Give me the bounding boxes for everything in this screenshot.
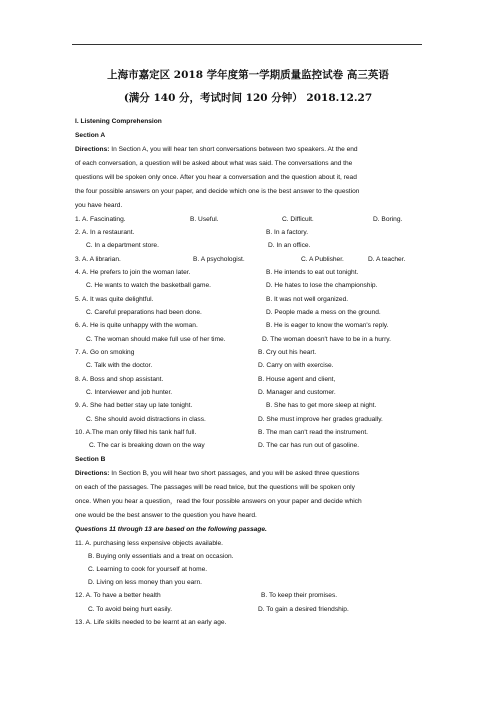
- exam-title: 上海市嘉定区 2018 学年度第一学期质量监控试卷 高三英语: [107, 69, 389, 81]
- q1-option-d: D. Boring.: [373, 216, 403, 223]
- q9-option-d: D. She must improve her grades gradually.: [258, 416, 383, 423]
- q9-option-b: B. She has to get more sleep at night.: [266, 402, 377, 409]
- q6-option-d: D. The woman doesn't have to be in a hurry.: [262, 336, 391, 343]
- q11-option-c: C. Learning to cook for yourself at home.: [88, 566, 208, 573]
- q10-option-b: B. The man can't read the instrument.: [258, 429, 368, 436]
- q3-option-c: C. A Publisher.: [301, 256, 344, 263]
- q7-option-c: C. Talk with the doctor.: [86, 362, 153, 369]
- section-b-heading: Section B: [75, 456, 106, 463]
- q10-option-c: C. The car is breaking down on the way: [89, 442, 205, 449]
- q7-option-d: D. Carry on with exercise.: [258, 362, 334, 369]
- section-a-directions-line: questions will be spoken only once. After you hear a conversation and the question about it, read: [75, 174, 357, 181]
- q6-option-b: B. He is eager to know the woman's reply.: [266, 322, 389, 329]
- section-b-directions-line: on each of the passages. The passages will be read twice, but the questions will be spoken only: [75, 484, 355, 491]
- section-a-directions-line: Directions: In Section A, you will hear ten short conversations between two speakers. At the end: [75, 146, 358, 153]
- section-b-directions-line: Directions: In Section B, you will hear two short passages, and you will be asked three questions: [75, 470, 360, 477]
- q12-option-b: B. To keep their promises.: [261, 592, 338, 599]
- q9-option-c: C. She should avoid distractions in class.: [86, 416, 206, 423]
- q8-option-a: 8. A. Boss and shop assistant.: [75, 376, 164, 383]
- header-rule: [72, 44, 422, 45]
- q2-option-a: 2. A. In a restaurant.: [75, 229, 135, 236]
- q1-option-c: C. Difficult.: [282, 216, 314, 223]
- q11-option-a: 11. A. purchasing less expensive objects available.: [75, 540, 223, 547]
- q13-option-a: 13. A. Life skills needed to be learnt at an early age.: [75, 619, 227, 626]
- q8-option-b: B. House agent and client,: [258, 376, 336, 383]
- q5-option-c: C. Careful preparations had been done.: [86, 309, 202, 316]
- exam-subtitle: (满分 140 分，考试时间 120 分钟） 2018.12.27: [123, 92, 373, 104]
- section-a-heading: Section A: [75, 132, 106, 139]
- q12-option-a: 12. A. To have a better health: [75, 592, 161, 599]
- q8-option-d: D. Manager and customer.: [258, 389, 336, 396]
- q2-option-c: C. In a department store.: [86, 242, 159, 249]
- q2-option-d: D. In an office.: [268, 242, 311, 249]
- q4-option-c: C. He wants to watch the basketball game.: [86, 282, 211, 289]
- q3-option-b: B. A psychologist.: [193, 256, 245, 263]
- q5-option-a: 5. A. It was quite delightful.: [75, 296, 154, 303]
- section-b-directions-line: one would be the best answer to the question you have heard.: [75, 512, 257, 519]
- section-b-directions-line: once. When you hear a question，read the four possible answers on your paper and decide which: [75, 498, 362, 505]
- directions-label: Directions:: [75, 470, 110, 477]
- q3-option-a: 3. A. A librarian.: [75, 256, 121, 263]
- q3-option-d: D. A teacher.: [368, 256, 406, 263]
- q10-option-a: 10. A.The man only filled his tank half full.: [75, 429, 197, 436]
- q9-option-a: 9. A. She had better stay up late tonight.: [75, 402, 193, 409]
- q6-option-c: C. The woman should make full use of her time.: [86, 336, 226, 343]
- q7-option-b: B. Cry out his heart.: [258, 349, 317, 356]
- q4-option-a: 4. A. He prefers to join the woman later.: [75, 269, 191, 276]
- q5-option-b: B. It was not well organized.: [266, 296, 349, 303]
- q4-option-d: D. He hates to lose the championship.: [266, 282, 378, 289]
- q11-option-b: B. Buying only essentials and a treat on occasion.: [88, 553, 234, 560]
- q1-option-b: B. Useful.: [190, 216, 219, 223]
- q11-option-d: D. Living on less money than you earn.: [88, 579, 202, 586]
- q12-option-c: C. To avoid being hurt easily.: [88, 606, 173, 613]
- q10-option-d: D. The car has run out of gasoline.: [258, 442, 360, 449]
- q6-option-a: 6. A. He is quite unhappy with the woman.: [75, 322, 198, 329]
- q4-option-b: B. He intends to eat out tonight.: [266, 269, 359, 276]
- q7-option-a: 7. A. Go on smoking: [75, 349, 135, 356]
- section-a-directions-line: the four possible answers on your paper, and decide which one is the best answer to the question: [75, 188, 360, 195]
- section-a-directions-line: of each conversation, a question will be asked about what was said. The conversations and the: [75, 160, 353, 167]
- part-heading: I. Listening Comprehension: [75, 118, 162, 125]
- directions-label: Directions:: [75, 146, 110, 153]
- q8-option-c: C. Interviewer and job hunter.: [86, 389, 173, 396]
- q1-option-a: 1. A. Fascinating.: [75, 216, 126, 223]
- q5-option-d: D. People made a mess on the ground.: [266, 309, 381, 316]
- q12-option-d: D. To gain a desired friendship.: [258, 606, 349, 613]
- section-a-directions-line: you have heard.: [75, 202, 123, 209]
- q2-option-b: B. In a factory.: [266, 229, 309, 236]
- passage-intro: Questions 11 through 13 are based on the following passage.: [75, 526, 267, 533]
